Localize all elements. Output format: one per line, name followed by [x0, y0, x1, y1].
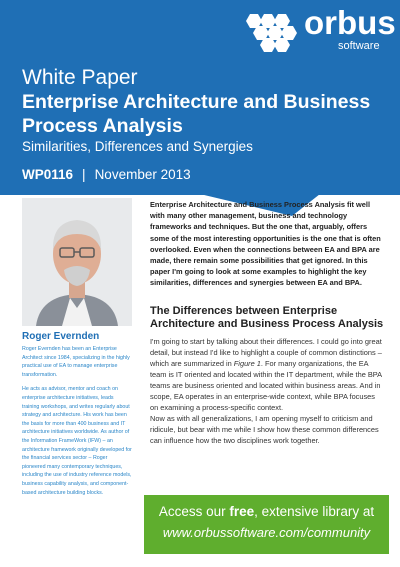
cta-prefix: Access our — [158, 504, 230, 519]
document-kicker: White Paper — [22, 66, 138, 89]
section-heading: The Differences between Enterprise Architecture and Business Process Analysis — [150, 305, 384, 330]
logo-wordmark: orbus — [304, 4, 396, 41]
body-paragraph — [150, 336, 384, 413]
intro-paragraph: Enterprise Architecture and Business Process Analysis fit well with many other management, business and technology frameworks and techniques. But the one that, arguably, offers some of the most interesting opportunities is the one that is often overlooked. Even when the connections between EA and BPA are made, there remain some possibilities that get ignored. In this paper I'm going to look at some examples to highlight the key similarities, differences and synergies between EA and BPA. — [150, 200, 381, 288]
document-meta — [22, 167, 191, 182]
author-bio — [22, 345, 132, 503]
document-title: Enterprise Architecture and Business Process Analysis — [22, 91, 371, 137]
author-photo — [22, 198, 132, 326]
meta-separator: | — [82, 167, 86, 182]
body-text: . For many organizations, the EA team is IT oriented and located within the IT department, while the BPA teams are business oriented and located within business areas. And in scope, EA operates in an enterprise-wide context, while BPA focuses on examining a process-specific context. — [150, 359, 382, 412]
portrait-image — [22, 198, 132, 326]
cta-text — [144, 504, 389, 519]
orbus-logo[interactable] — [238, 4, 396, 56]
cover-header — [0, 0, 400, 195]
library-cta-banner[interactable] — [144, 495, 389, 554]
figure-reference: Figure 1 — [233, 359, 261, 368]
body-text: I'm going to start by talking about their differences. I could go into great detail, but instead I'd like to highlight a couple of common distinctions – which are summarized in — [150, 337, 382, 368]
cta-suffix: , extensive library at — [254, 504, 375, 519]
document-date: November 2013 — [94, 167, 191, 182]
bio-paragraph: Roger Evernden has been an Enterprise Architect since 1984, specializing in the highly practical use of EA to manage enterprise transformation. — [22, 346, 130, 378]
bio-paragraph: He acts as advisor, mentor and coach on enterprise architecture initiatives, leads training workshops, and writes regularly about strategy and architecture. His work has been the basis for more than 400 business and IT architecture initiatives worldwide. As author of the Information FrameWork (IFW) – an architecture framework originally developed for the financial services sector – Roger pioneered many contemporary techniques, including the use of industry reference models, business capability analysis, and component-based architecture building blocks. — [22, 386, 132, 496]
document-subtitle: Similarities, Differences and Synergies — [22, 139, 253, 154]
cta-free: free — [229, 504, 255, 519]
document-code: WP0116 — [22, 167, 74, 182]
body-paragraph: Now as with all generalizations, I am opening myself to criticism and ridicule, but bear with me while I show how these common differences can influence how the two disciplines work together. — [150, 414, 379, 445]
logo-subtext: software — [338, 40, 380, 52]
community-link[interactable]: www.orbussoftware.com/community — [162, 525, 371, 540]
author-name: Roger Evernden — [22, 331, 100, 342]
hexagon-cluster-icon — [238, 10, 308, 56]
